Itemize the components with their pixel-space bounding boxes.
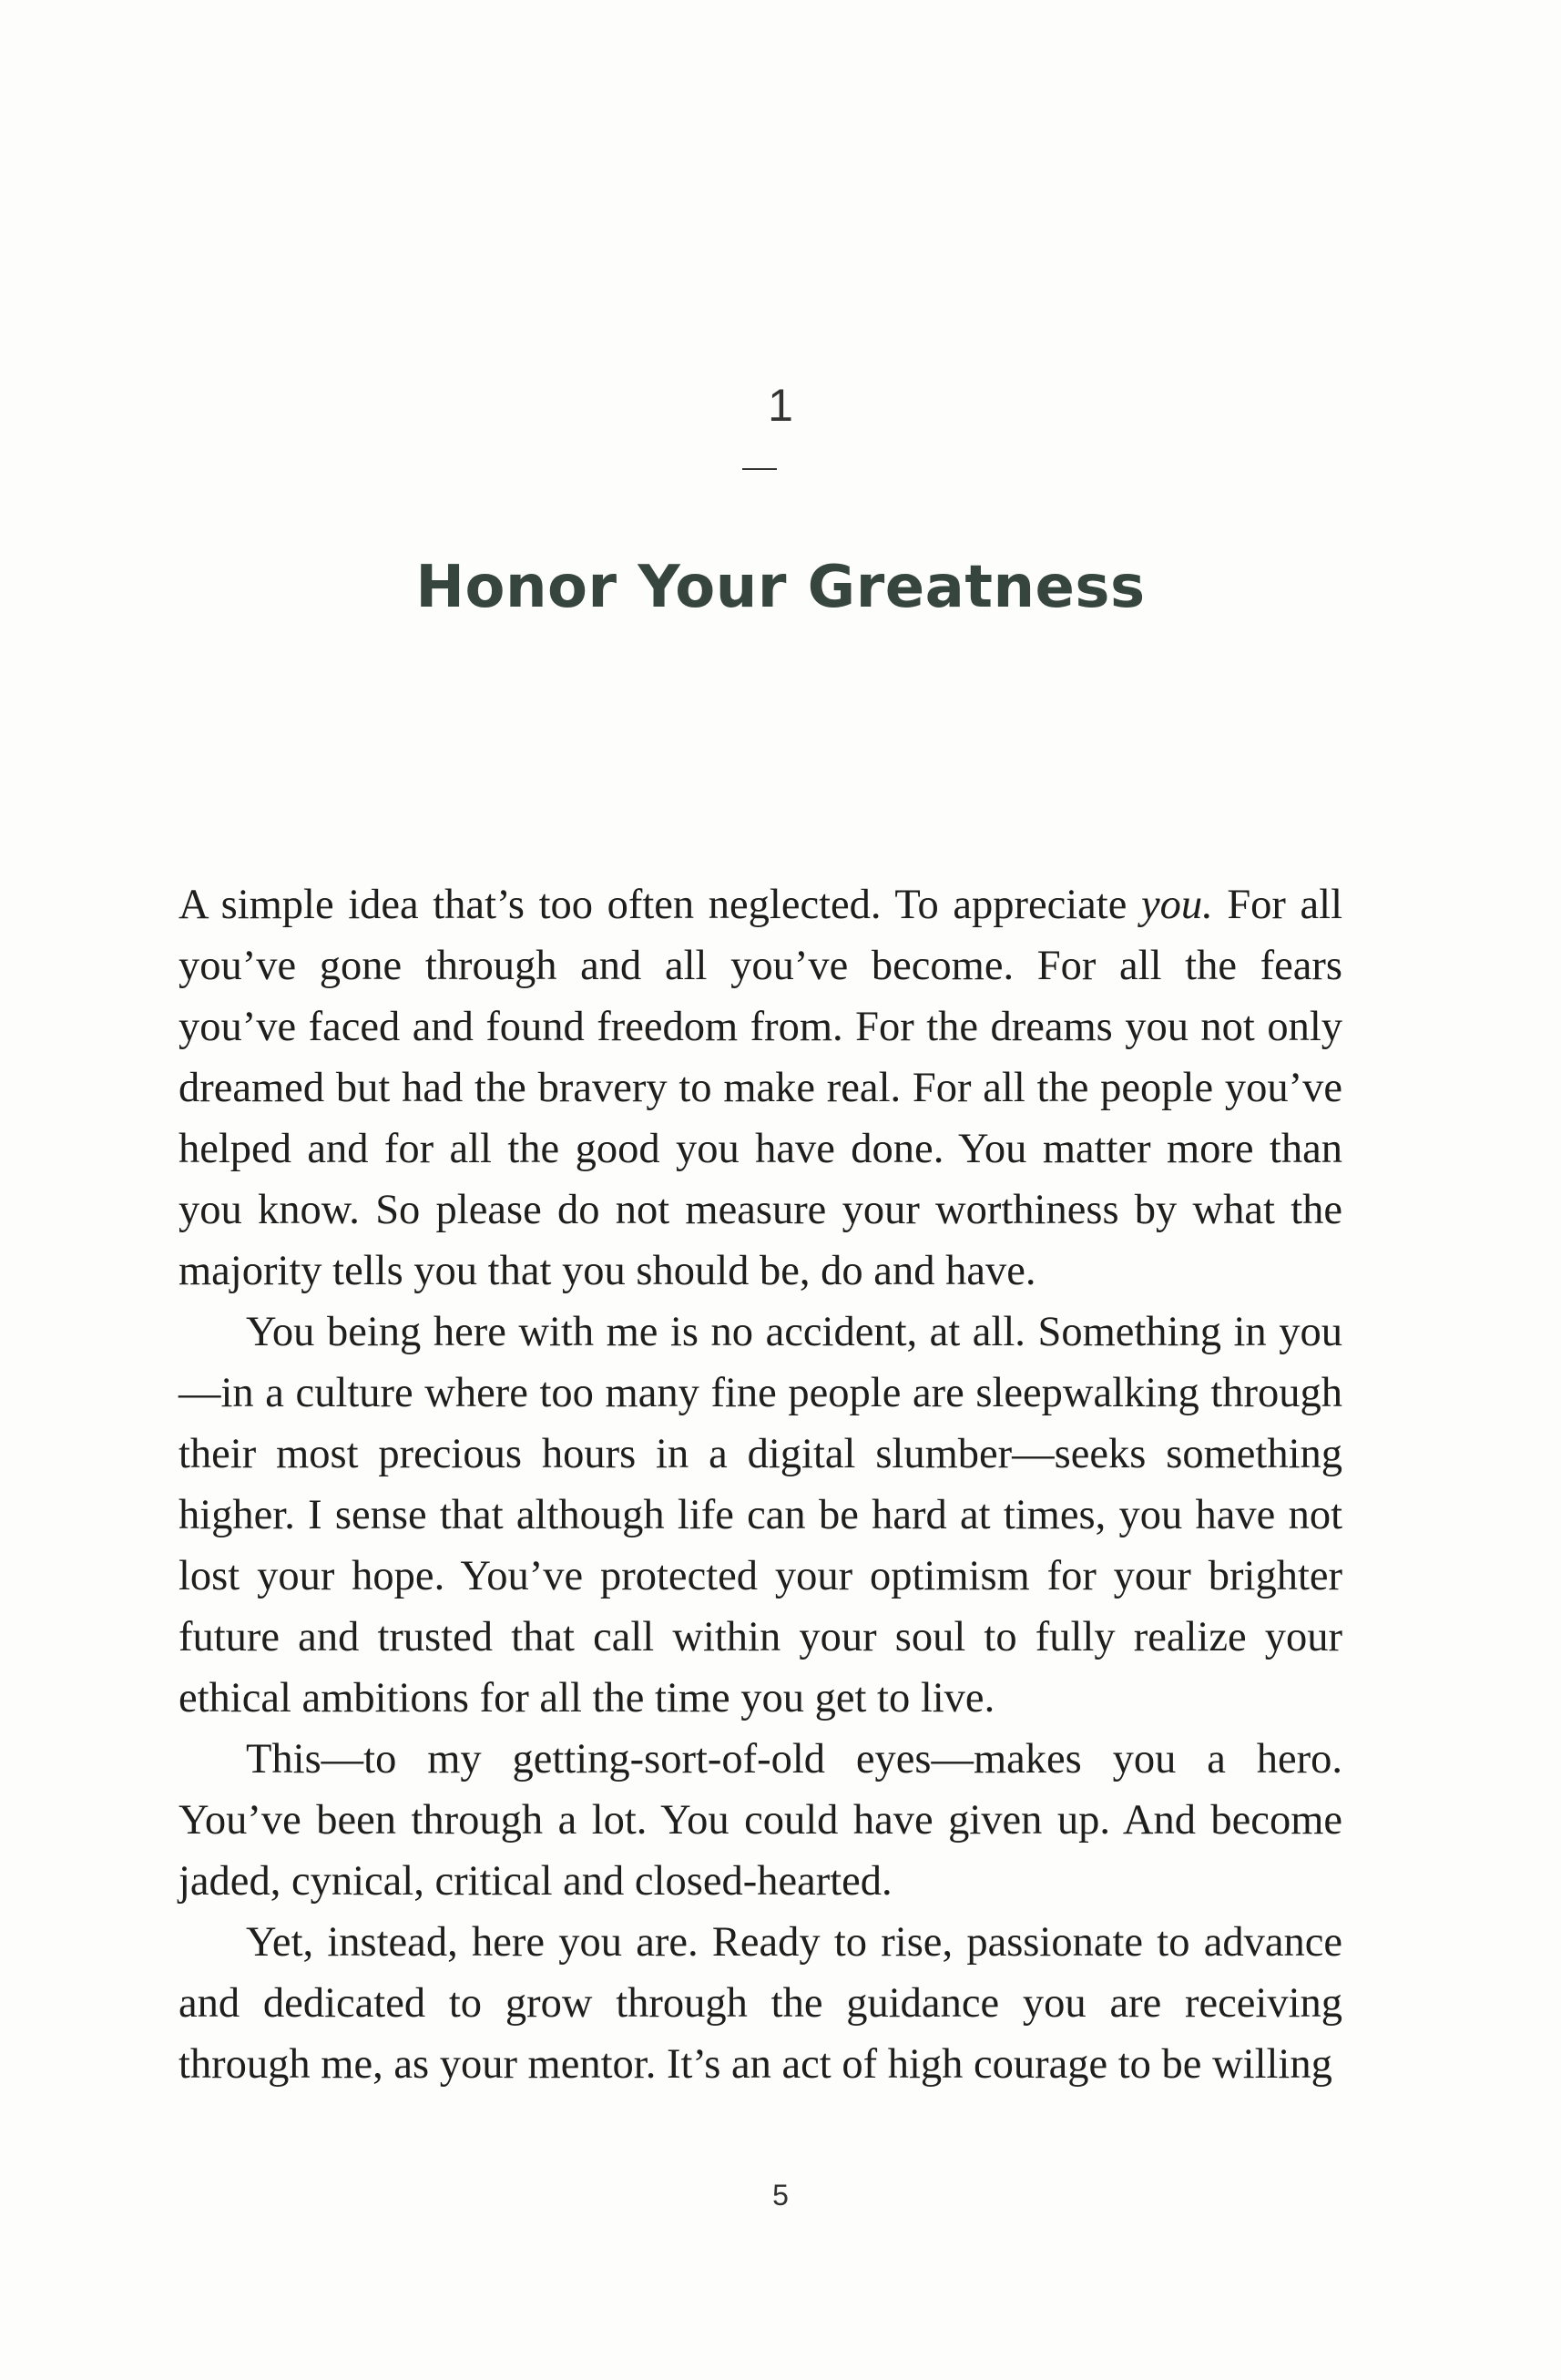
paragraph-1-emphasis: you.	[1140, 882, 1213, 928]
chapter-title: Honor Your Greatness	[415, 554, 1146, 621]
paragraph-1	[179, 874, 1342, 1302]
paragraph-3: This—to my getting-sort-of-old eyes—makes you a hero. You’ve been through a lot. You could have given up. And become jaded, cynical, critical and closed-hearted.	[179, 1736, 1342, 1905]
chapter-body	[179, 874, 1342, 2095]
page-number: 5	[772, 2179, 789, 2211]
paragraph-4: Yet, instead, here you are. Ready to rise, passionate to advance and dedicated to grow through the guidance you are receiving through me, as your mentor. It’s an act of high courage to be willing	[179, 1919, 1342, 2088]
paragraph-1-after: For all you’ve gone through and all you’ve become. For all the fears you’ve faced and found freedom from. For the dreams you not only dreamed but had the bravery to make real. For all the people you’ve helped and for all the good you have done. You matter more than you know. So please do not measure your worthiness by what the majority tells you that you should be, do and have.	[179, 882, 1342, 1294]
chapter-number: 1	[768, 380, 793, 431]
chapter-divider	[742, 468, 777, 470]
paragraph-2: You being here with me is no accident, at all. Something in you—in a culture where too many fine people are sleepwalking through their most precious hours in a digital slumber—seeks something higher. I sense that although life can be hard at times, you have not lost your hope. You’ve protected your optimism for your brighter future and trusted that call within your soul to fully realize your ethical ambitions for all the time you get to live.	[179, 1309, 1342, 1721]
paragraph-1-before: A simple idea that’s too often neglected. To appreciate	[179, 882, 1141, 928]
